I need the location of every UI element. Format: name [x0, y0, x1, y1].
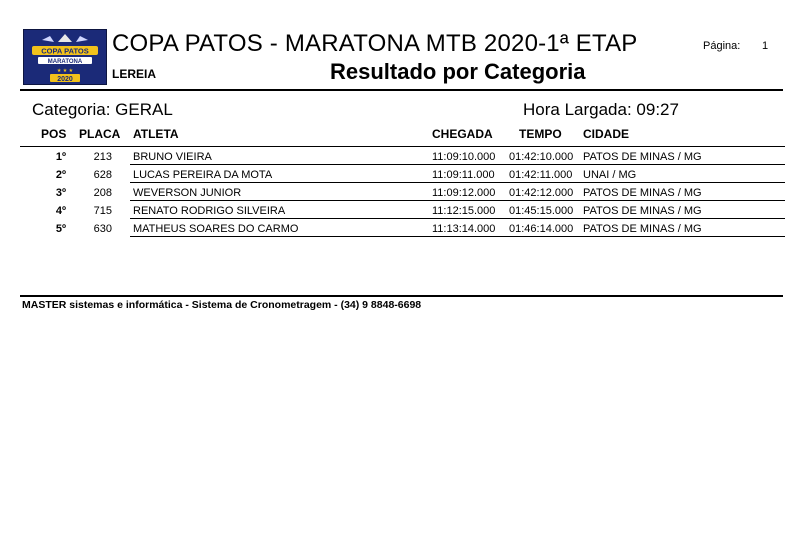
table-row: [0, 165, 800, 183]
row-athlete: BRUNO VIEIRA: [133, 151, 212, 163]
row-athlete: MATHEUS SOARES DO CARMO: [133, 223, 299, 235]
report-subtitle: Resultado por Categoria: [330, 59, 586, 84]
start-time-label: Hora Largada: 09:27: [523, 100, 679, 119]
logo-text-top: COPA PATOS: [41, 46, 89, 56]
row-bib: 630: [93, 223, 112, 235]
row-bib: 628: [93, 169, 112, 181]
row-city: PATOS DE MINAS / MG: [583, 151, 702, 163]
col-header-athlete: ATLETA: [133, 127, 179, 141]
col-header-city: CIDADE: [583, 127, 630, 141]
logo-text-mid: MARATONA: [47, 58, 83, 65]
col-header-bib: PLACA: [79, 127, 121, 141]
row-time: 01:46:14.000: [509, 223, 574, 235]
row-time: 01:42:11.000: [509, 169, 573, 181]
row-city: PATOS DE MINAS / MG: [583, 205, 702, 217]
results-table: [0, 147, 800, 237]
row-bib: 715: [93, 205, 112, 217]
row-time: 01:45:15.000: [509, 205, 574, 217]
col-header-arrival: CHEGADA: [432, 127, 493, 141]
footer-credit: MASTER sistemas e informática - Sistema de Cronometragem - (34) 9 8848-6698: [22, 299, 422, 311]
row-arrival: 11:09:11.000: [432, 169, 495, 181]
row-city: UNAI / MG: [583, 169, 637, 181]
row-athlete: WEVERSON JUNIOR: [133, 187, 242, 199]
row-divider: [130, 236, 785, 237]
row-bib: 213: [93, 151, 112, 163]
row-time: 01:42:10.000: [509, 151, 574, 163]
row-arrival: 11:09:12.000: [432, 187, 496, 199]
page-label: Página:: [703, 40, 741, 52]
row-position: 2º: [55, 169, 66, 181]
event-logo: [23, 29, 107, 85]
row-position: 5º: [55, 223, 66, 235]
row-athlete: RENATO RODRIGO SILVEIRA: [133, 205, 286, 217]
row-time: 01:42:12.000: [509, 187, 574, 199]
footer-divider: [20, 295, 783, 297]
row-arrival: 11:09:10.000: [432, 151, 496, 163]
row-position: 1º: [55, 151, 66, 163]
svg-text:★ ★ ★: ★ ★ ★: [56, 68, 74, 74]
row-position: 3º: [55, 187, 66, 199]
event-logo-graphic: [24, 30, 106, 84]
logo-text-year: 2020: [57, 75, 73, 83]
col-header-time: TEMPO: [519, 127, 562, 141]
category-label: Categoria: GERAL: [32, 100, 173, 119]
table-row: [0, 183, 800, 201]
row-position: 4º: [55, 205, 66, 217]
venue-label: LEREIA: [112, 67, 157, 81]
row-athlete: LUCAS PEREIRA DA MOTA: [133, 169, 273, 181]
page-number: 1: [762, 40, 769, 52]
report-title: COPA PATOS - MARATONA MTB 2020-1ª ETAP: [112, 30, 638, 57]
row-arrival: 11:12:15.000: [432, 205, 496, 217]
header-divider: [20, 89, 783, 91]
col-header-pos: POS: [41, 127, 67, 141]
row-bib: 208: [93, 187, 112, 199]
row-arrival: 11:13:14.000: [432, 223, 496, 235]
table-row: [0, 201, 800, 219]
table-row: [0, 219, 800, 237]
row-city: PATOS DE MINAS / MG: [583, 187, 702, 199]
table-row: [0, 147, 800, 165]
row-city: PATOS DE MINAS / MG: [583, 223, 702, 235]
